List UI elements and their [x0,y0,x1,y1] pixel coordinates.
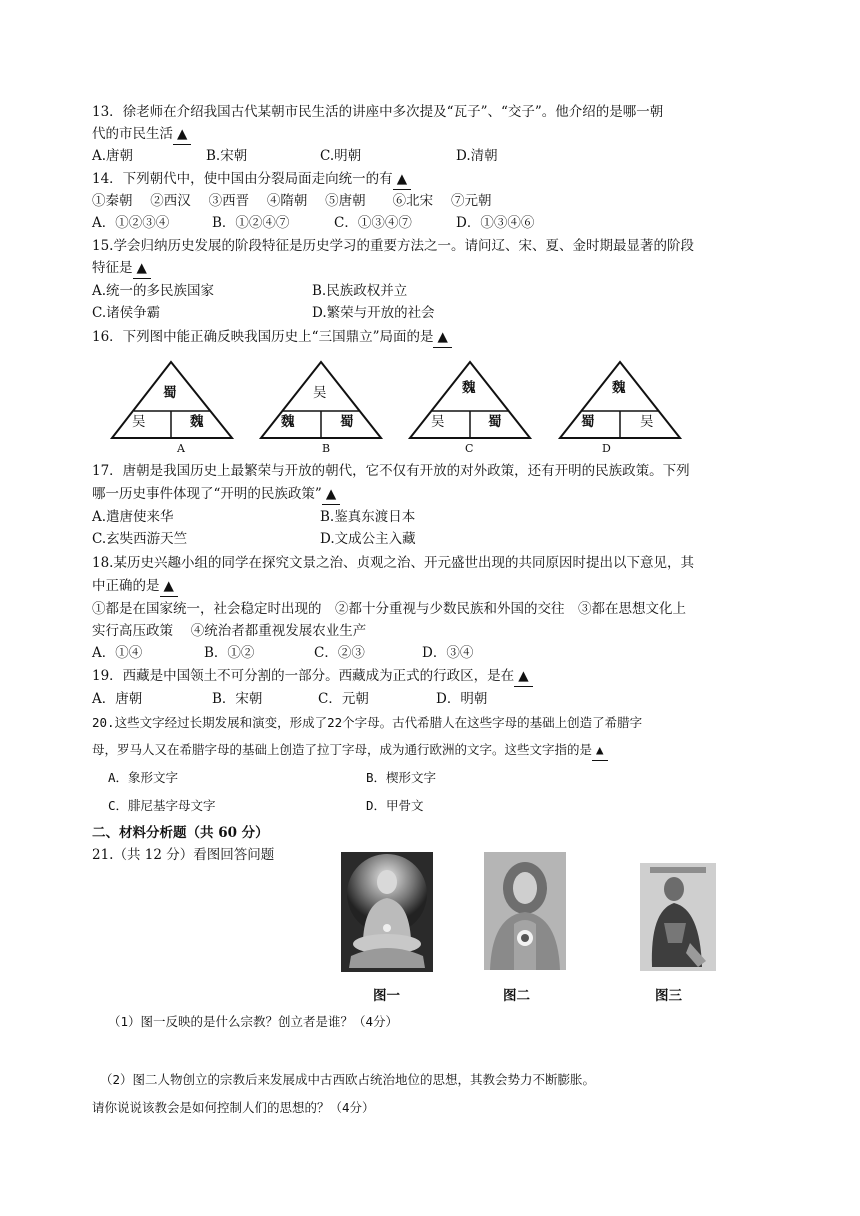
q18-option-a: A．①④ [92,645,143,661]
q18-option-d: D．③④ [422,645,474,661]
q16-stem: 16．下列图中能正确反映我国历史上“三国鼎立”局面的是 [92,329,434,345]
q19-option-d: D．明朝 [436,691,488,707]
three-kingdoms-triangles [108,358,688,456]
buddha-image [341,852,433,972]
q14-stem: 14．下列朝代中，使中国由分裂局面走向统一的有 [92,171,393,187]
q14-items: ①秦朝 ②西汉 ③西晋 ④隋朝 ⑤唐朝 ⑥北宋 ⑦元朝 [92,193,492,209]
q21-line1: 21.（共 12 分）看图回答问题 [92,847,275,863]
answer-blank: ▲ [592,740,608,761]
q17-line2 [92,484,340,505]
q17-option-c: C.玄奘西游天竺 [92,531,188,547]
q18-line3: ①都是在国家统一，社会稳定时出现的 ②都十分重视与少数民族和外国的交往 ③都在思想文化上 [92,601,686,617]
answer-blank: ▲ [433,327,451,348]
q14-line1 [92,169,411,190]
answer-blank: ▲ [133,258,151,279]
q21-sub1: （1）图一反映的是什么宗教？创立者是谁？（4分） [108,1014,399,1029]
q18-stem-end: 中正确的是 [92,578,160,594]
q19-option-b: B．宋朝 [212,691,263,707]
q15-line2 [92,258,151,279]
q20-line1: 20.这些文字经过长期发展和演变，形成了22个字母。古代希腊人在这些字母的基础上创造了希腊字 [92,715,643,730]
q13-line2 [92,124,191,145]
q15-stem-end: 特征是 [92,260,133,276]
triangle-b-left: 魏 [281,414,295,430]
q19-line1 [92,666,533,687]
q18-option-c: C．②③ [314,645,365,661]
q15-line1: 15.学会归纳历史发展的阶段特征是历史学习的重要方法之一。请问辽、宋、夏、金时期最显著的阶段 [92,238,694,254]
q15-option-a: A.统一的多民族国家 [92,283,215,299]
q20-option-d: D．甲骨文 [366,798,424,813]
triangle-d-right: 吴 [640,414,654,430]
q20-option-c: C．腓尼基字母文字 [108,798,216,813]
triangle-c-left: 吴 [431,414,445,430]
q15-option-b: B.民族政权并立 [312,283,408,299]
q13-option-c: C.明朝 [320,148,362,164]
q13-option-d: D.清朝 [456,148,498,164]
triangle-c-top: 魏 [462,380,476,396]
q16-line1 [92,327,452,348]
confucius-image [640,863,716,971]
figure-caption-1: 图一 [373,988,400,1004]
q20-stem-end: 母，罗马人又在希腊字母的基础上创造了拉丁字母，成为通行欧洲的文字。这些文字指的是 [92,742,593,757]
figure-caption-3: 图三 [655,988,682,1004]
triangle-b-label: B [322,442,331,455]
answer-blank: ▲ [393,169,411,190]
q21-sub2-line1: （2）图二人物创立的宗教后来发展成中古西欧占统治地位的思想，其教会势力不断膨胀。 [100,1072,596,1087]
answer-blank: ▲ [160,576,178,597]
triangle-d-label: D [602,442,611,455]
q19-option-c: C．元朝 [318,691,369,707]
answer-blank: ▲ [514,666,532,687]
figure-caption-2: 图二 [503,988,530,1004]
q18-line4: 实行高压政策 ④统治者都重视发展农业生产 [92,623,367,639]
q20-option-a: A．象形文字 [108,770,179,785]
triangle-c-label: C [465,442,474,455]
q14-option-a: A．①②③④ [92,215,170,231]
triangle-b-right: 蜀 [340,414,354,430]
q17-stem-end: 哪一历史事件体现了“开明的民族政策” [92,486,322,502]
triangle-a-left: 吴 [132,414,146,430]
q13-option-b: B.宋朝 [206,148,248,164]
triangle-a-right: 魏 [190,414,204,430]
triangle-a-label: A [177,442,185,455]
answer-blank: ▲ [322,484,340,505]
q19-stem: 19．西藏是中国领土不可分割的一部分。西藏成为正式的行政区，是在 [92,668,515,684]
q17-line1: 17．唐朝是我国历史上最繁荣与开放的朝代，它不仅有开放的对外政策，还有开明的民族政策。下列 [92,463,690,479]
q14-option-d: D．①③④⑥ [456,215,535,231]
q17-option-a: A.遣唐使来华 [92,509,174,525]
q18-option-b: B．①② [204,645,255,661]
triangle-c [410,362,530,438]
q15-option-d: D.繁荣与开放的社会 [312,305,435,321]
triangle-b-top: 吴 [313,385,327,401]
q13-line1: 13．徐老师在介绍我国古代某朝市民生活的讲座中多次提及“瓦子”、“交子”。他介绍的是哪一朝 [92,104,664,120]
q19-option-a: A．唐朝 [92,691,143,707]
q17-option-b: B.鉴真东渡日本 [320,509,416,525]
q17-option-d: D.文成公主入藏 [320,531,416,547]
q14-option-c: C．①③④⑦ [334,215,412,231]
triangle-d [560,362,680,438]
jesus-image [484,852,566,970]
q13-option-a: A.唐朝 [92,148,134,164]
answer-blank: ▲ [173,124,191,145]
section-title: 二、材料分析题（共 60 分） [92,825,269,841]
q14-option-b: B．①②④⑦ [212,215,290,231]
q21-sub2-line2: 请你说说该教会是如何控制人们的思想的？（4分） [92,1100,375,1115]
q18-line2 [92,576,178,597]
triangle-d-top: 魏 [612,380,626,396]
triangle-a-top: 蜀 [163,385,177,401]
q20-option-b: B．楔形文字 [366,770,437,785]
q15-option-c: C.诸侯争霸 [92,305,161,321]
triangle-d-left: 蜀 [581,414,595,430]
q13-stem-end: 代的市民生活 [92,126,173,142]
triangle-c-right: 蜀 [488,414,502,430]
q18-line1: 18.某历史兴趣小组的同学在探究文景之治、贞观之治、开元盛世出现的共同原因时提出以下意见，其 [92,555,694,571]
q20-line2 [92,740,608,761]
